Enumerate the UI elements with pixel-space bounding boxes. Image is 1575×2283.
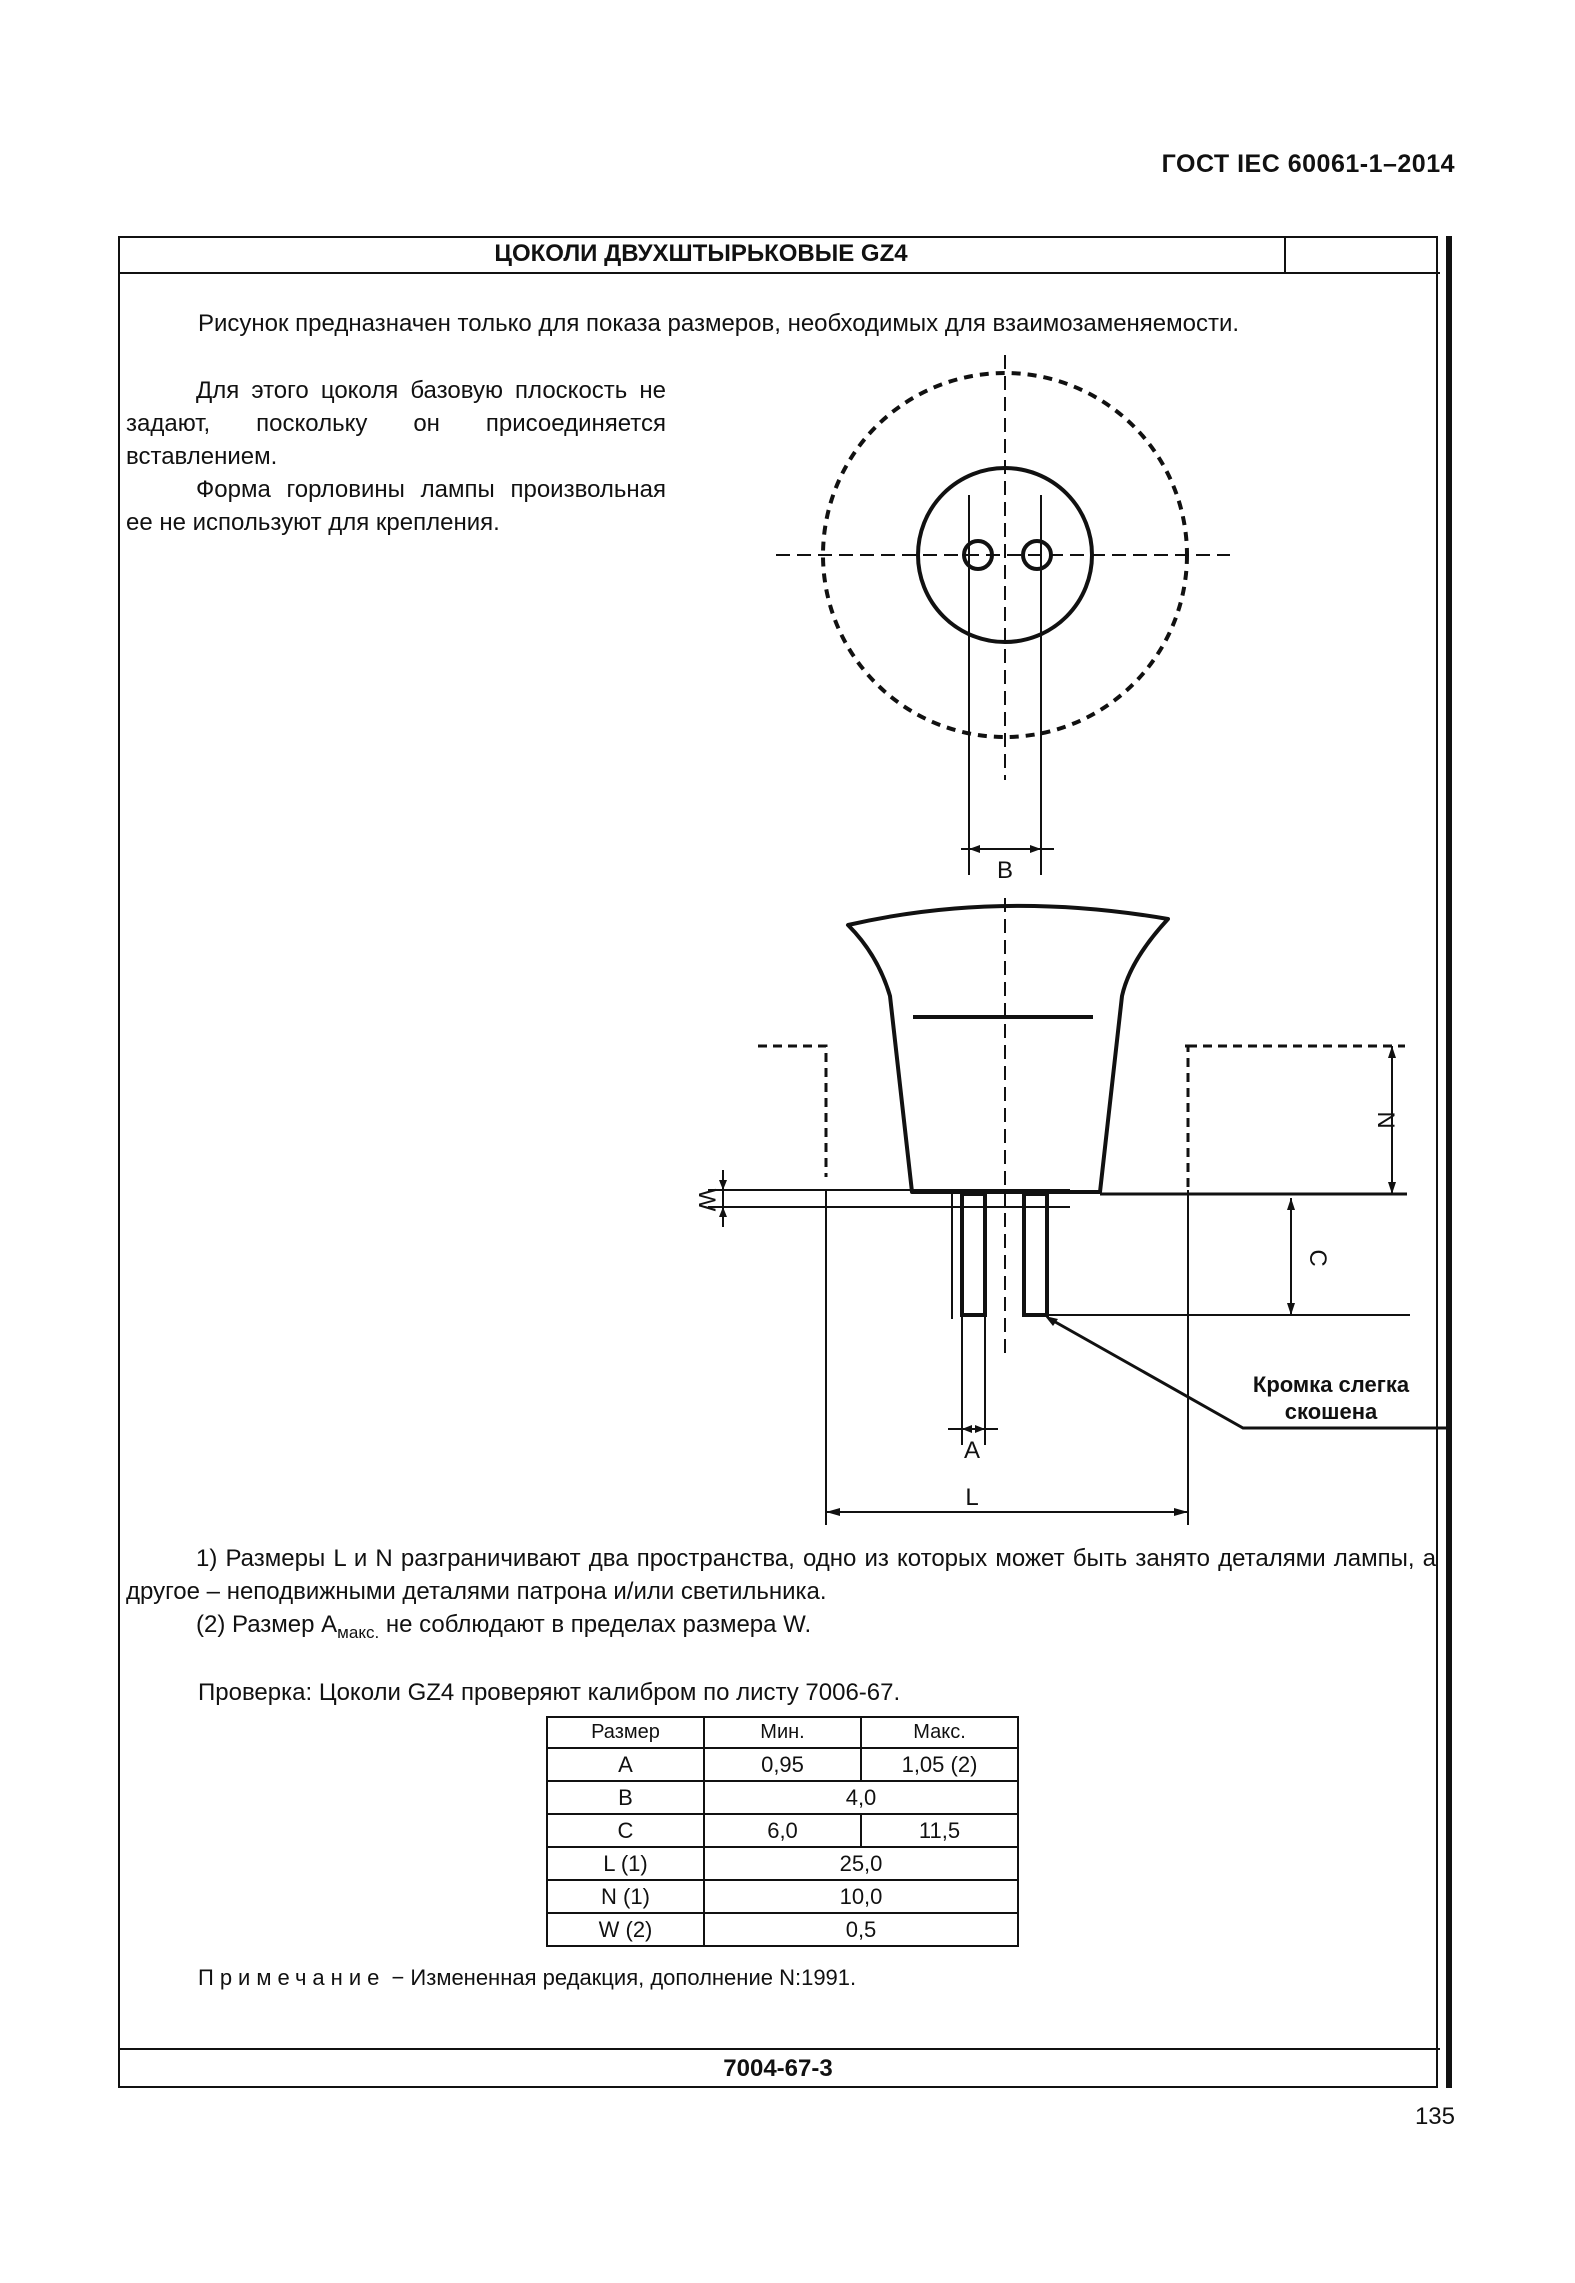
- sheet-title: ЦОКОЛИ ДВУХШТЫРЬКОВЫЕ GZ4: [494, 240, 908, 267]
- label-A: A: [963, 1437, 981, 1464]
- note-text: [198, 1965, 856, 1991]
- label-B: B: [996, 857, 1014, 884]
- intro-text: Рисунок предназначен только для показа размеров, необходимых для взаимозаменяемости.: [198, 310, 1240, 337]
- side-text-paragraph-2: Форма горловины лампы произвольная ее не используют для крепления.: [126, 476, 666, 536]
- label-C: C: [1304, 1249, 1331, 1267]
- label-L: L: [965, 1484, 979, 1511]
- clearance-left-dashed: [758, 1046, 826, 1177]
- row-max: 1,05 (2): [861, 1748, 1018, 1781]
- dimensions-table: [546, 1716, 1019, 1947]
- row-value: 4,0: [704, 1781, 1018, 1814]
- row-dimension: B: [547, 1781, 704, 1814]
- note-label: Примечание: [198, 1965, 386, 1990]
- table-row: [547, 1847, 1018, 1880]
- table-row: [547, 1781, 1018, 1814]
- header-max: Макс.: [861, 1717, 1018, 1748]
- table-header-row: [547, 1717, 1018, 1748]
- row-value: 25,0: [704, 1847, 1018, 1880]
- row-dimension: L (1): [547, 1847, 704, 1880]
- footnote-2: [126, 1608, 1436, 1649]
- footnote-2-sub: макс.: [337, 1622, 380, 1642]
- lamp-neck-outline: [848, 906, 1168, 1192]
- table-row: [547, 1814, 1018, 1847]
- row-dimension: N (1): [547, 1880, 704, 1913]
- row-value: 10,0: [704, 1880, 1018, 1913]
- standard-number: ГОСТ IEC 60061-1–2014: [1161, 150, 1455, 178]
- row-min: 6,0: [704, 1814, 861, 1847]
- note-body: − Измененная редакция, дополнение N:1991.: [385, 1965, 857, 1990]
- footnote-2-pre: (2) Размер A: [196, 1611, 338, 1638]
- edge-note-line1: Кромка слегка: [1252, 1372, 1410, 1397]
- footnotes: [126, 1542, 1436, 1649]
- row-dimension: C: [547, 1814, 704, 1847]
- footer-divider: [118, 2048, 1440, 2050]
- row-max: 11,5: [861, 1814, 1018, 1847]
- label-N: N: [1372, 1111, 1399, 1129]
- row-dimension: W (2): [547, 1913, 704, 1946]
- footnote-2-post: не соблюдают в пределах размера W.: [379, 1611, 812, 1638]
- table-row: [547, 1748, 1018, 1781]
- footnote-1: 1) Размеры L и N разграничивают два пространства, одно из которых может быть занято деталями лампы, а другое – неподвижными деталями патрона и/или светильника.: [126, 1545, 1436, 1605]
- label-W: W: [693, 1188, 720, 1212]
- header-min: Мин.: [704, 1717, 861, 1748]
- check-text: Проверка: Цоколи GZ4 проверяют калибром по листу 7006-67.: [198, 1679, 901, 1706]
- table-row: [547, 1880, 1018, 1913]
- sheet-code: 7004-67-3: [723, 2055, 833, 2082]
- row-min: 0,95: [704, 1748, 861, 1781]
- row-value: 0,5: [704, 1913, 1018, 1946]
- table-row: [547, 1913, 1018, 1946]
- side-text-paragraph-1: Для этого цоколя базовую плоскость не задают, поскольку он присоединяется вставлением.: [126, 377, 666, 470]
- clearance-right-dashed: [1185, 1046, 1188, 1190]
- header-dimension: Размер: [547, 1717, 704, 1748]
- pin-left: [962, 1194, 985, 1315]
- page-number: 135: [1414, 2103, 1455, 2130]
- row-dimension: A: [547, 1748, 704, 1781]
- edge-note-line2: скошена: [1284, 1399, 1378, 1424]
- pin-right: [1024, 1194, 1047, 1315]
